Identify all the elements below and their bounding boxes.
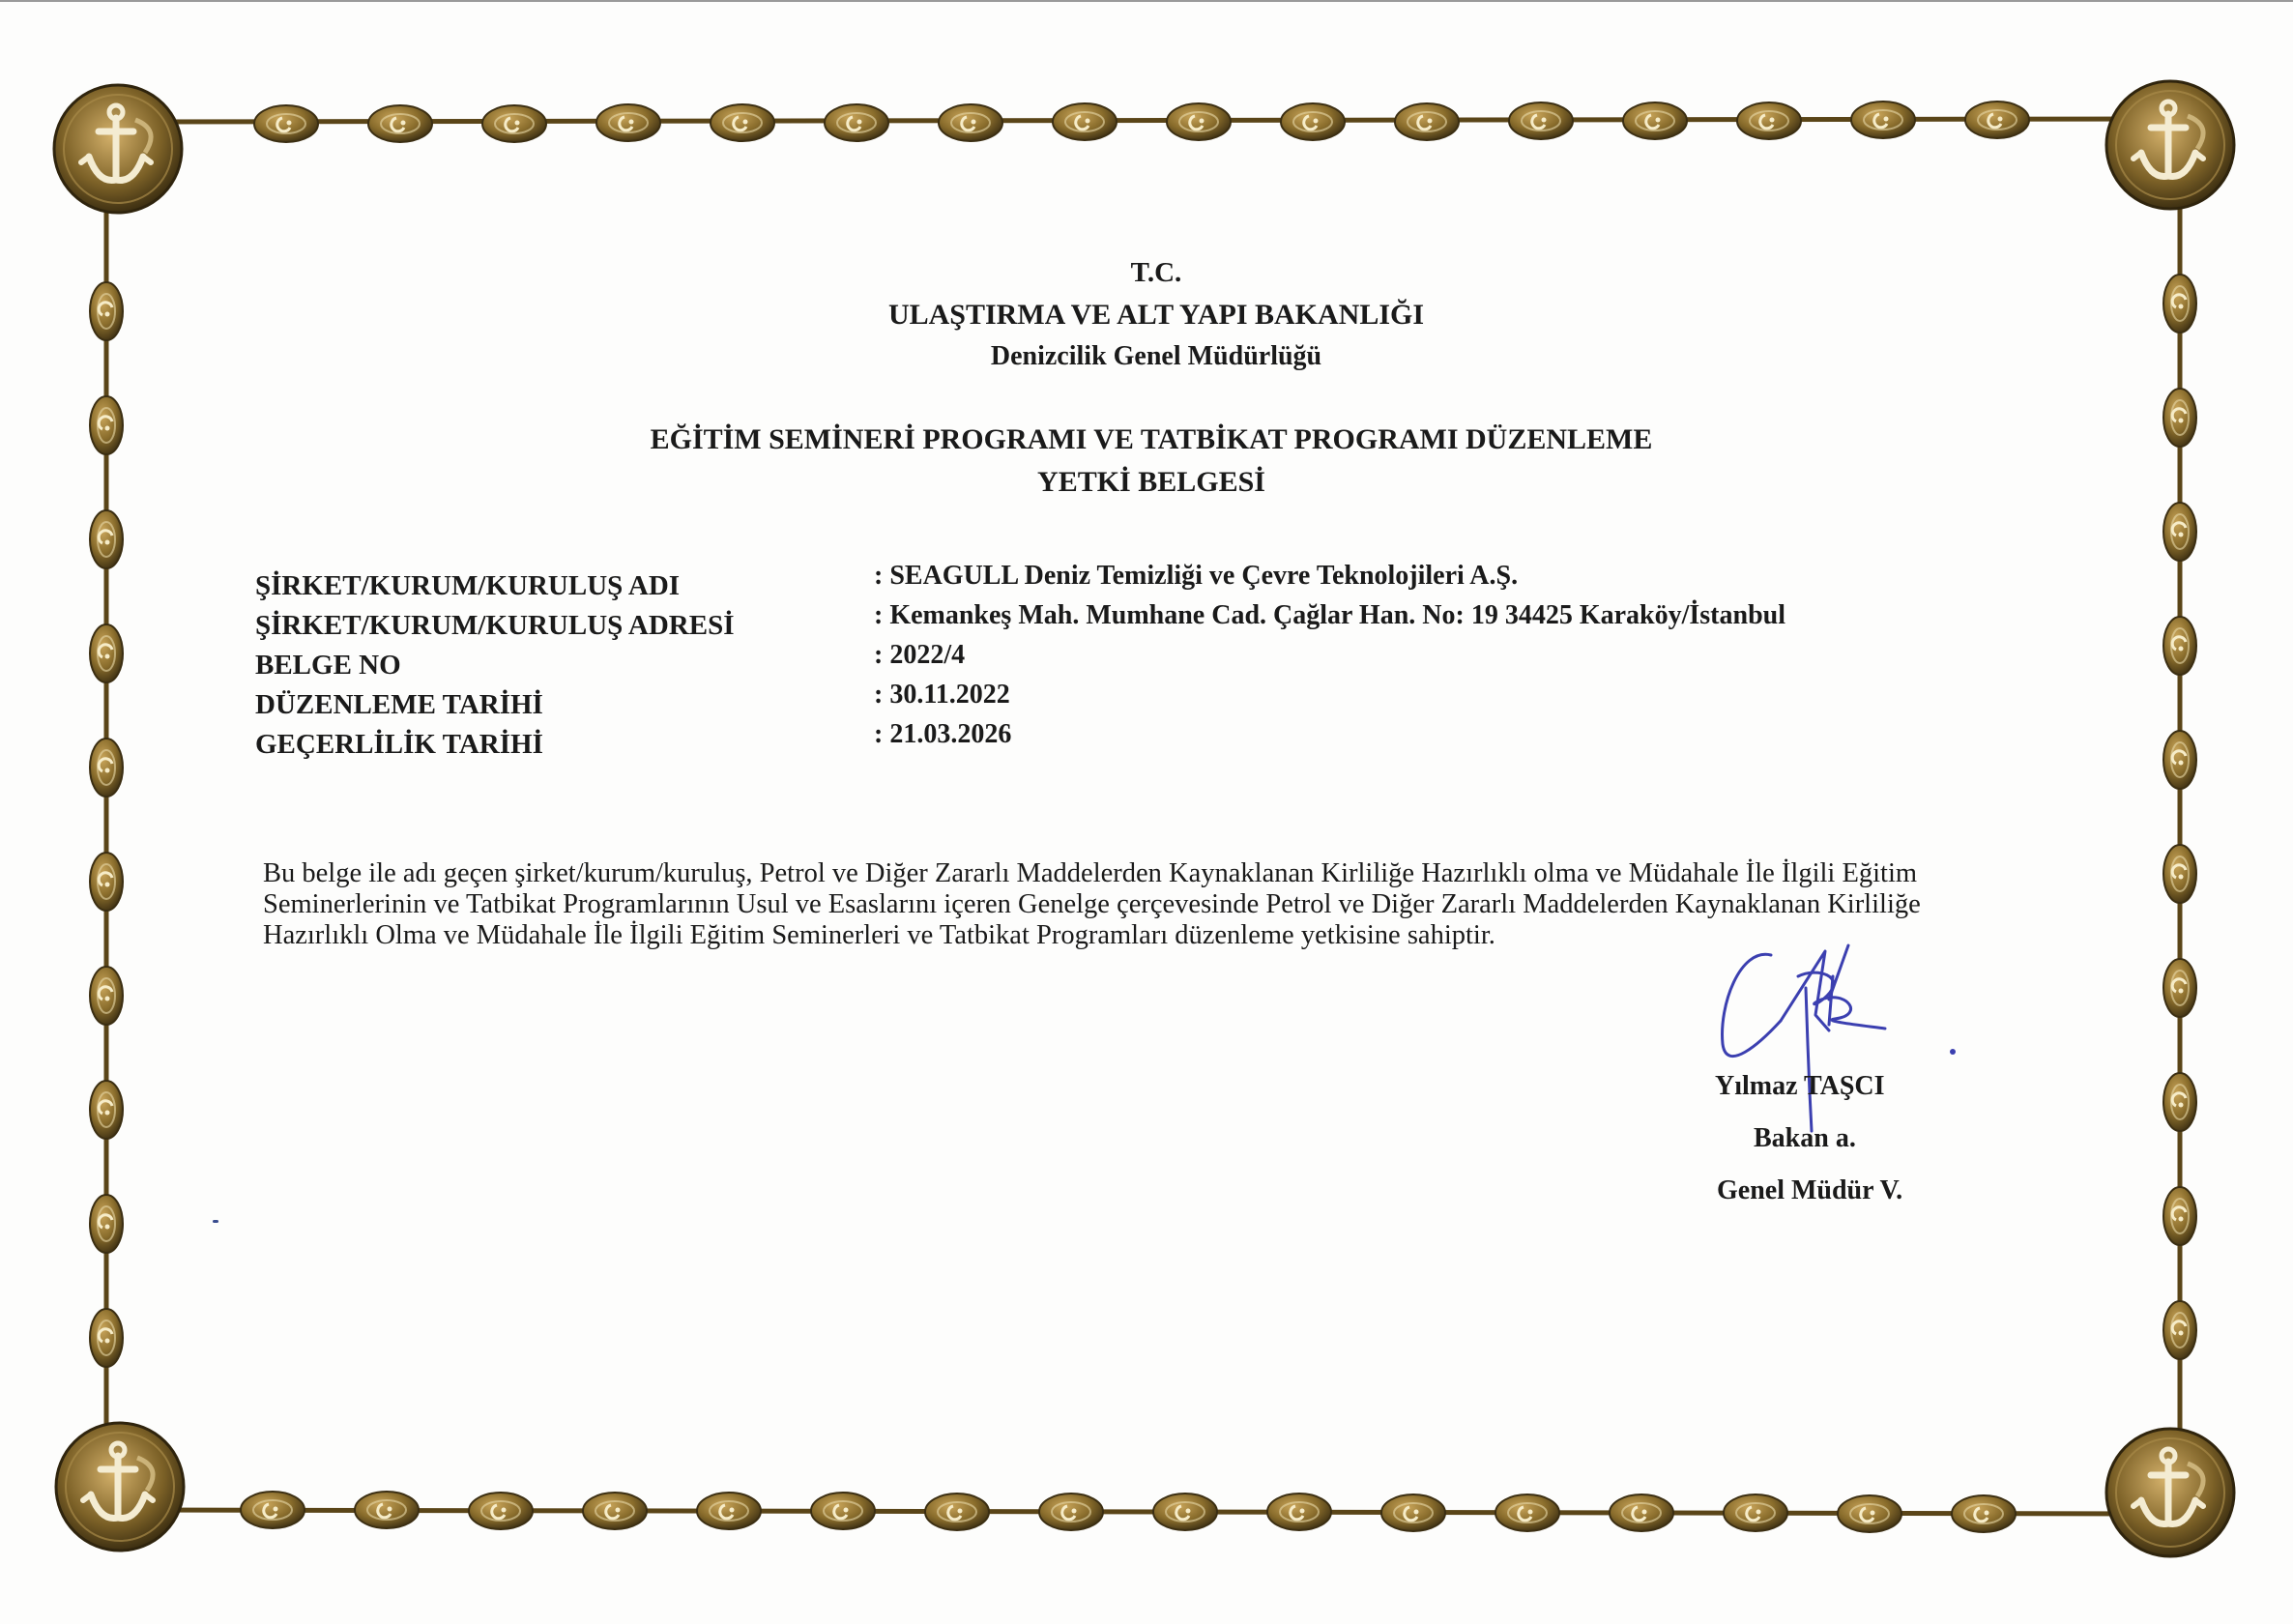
certificate-title: [0, 425, 2293, 497]
field-issue-date: [255, 680, 1995, 729]
directorate-name: Denizcilik Genel Müdürlüğü: [990, 341, 1322, 371]
field-value: : SEAGULL Deniz Temizliği ve Çevre Teknolojileri A.Ş.: [874, 561, 1519, 591]
certificate-fields: [255, 561, 1995, 768]
field-label: DÜZENLEME TARİHİ: [255, 689, 543, 720]
ministry-name: ULAŞTIRMA VE ALT YAPI BAKANLIĞI: [887, 299, 1425, 331]
signatory-role: Bakan a.: [1754, 1123, 1856, 1153]
title-line-2: YETKİ BELGESİ: [1037, 466, 1265, 498]
field-document-number: [255, 640, 1995, 689]
signatory-name: Yılmaz TAŞCI: [1715, 1071, 1885, 1101]
field-label: GEÇERLİLİK TARİHİ: [255, 729, 543, 760]
issuer-header: [0, 259, 2293, 370]
field-validity-date: [255, 719, 1995, 768]
field-value: : 2022/4: [874, 640, 966, 670]
field-label: ŞİRKET/KURUM/KURULUŞ ADI: [255, 570, 681, 601]
country-abbreviation: T.C.: [1130, 257, 1182, 288]
field-value: : Kemankeş Mah. Mumhane Cad. Çağlar Han. No: 19 34425 Karaköy/İstanbul: [874, 600, 1786, 630]
statement-line-1: Bu belge ile adı geçen şirket/kurum/kuruluş, Petrol ve Diğer Zararlı Maddelerden Kaynaklanan Kirliliğe Hazırlıklı olma ve Müdahale İle İlgili Eğitim: [263, 858, 1918, 888]
ink-speck: [213, 1220, 218, 1223]
title-line-1: EĞİTİM SEMİNERİ PROGRAMI VE TATBİKAT PROGRAMI DÜZENLEME: [650, 423, 1653, 455]
field-company-address: [255, 600, 1995, 650]
signatory-title: Genel Müdür V.: [1717, 1175, 1903, 1205]
field-value: : 30.11.2022: [874, 680, 1010, 710]
statement-line-2: Seminerlerinin ve Tatbikat Programlarının Usul ve Esaslarını içeren Genelge çerçevesinde Petrol ve Diğer Zararlı Maddelerden Kaynaklanan Kirliliğe: [263, 889, 1921, 919]
field-label: BELGE NO: [255, 650, 401, 681]
field-label: ŞİRKET/KURUM/KURULUŞ ADRESİ: [255, 610, 735, 641]
statement-line-3: Hazırlıklı Olma ve Müdahale İle İlgili Eğitim Seminerleri ve Tatbikat Programları düzenleme yetkisine sahiptir.: [263, 920, 1495, 950]
field-value: : 21.03.2026: [874, 719, 1012, 749]
